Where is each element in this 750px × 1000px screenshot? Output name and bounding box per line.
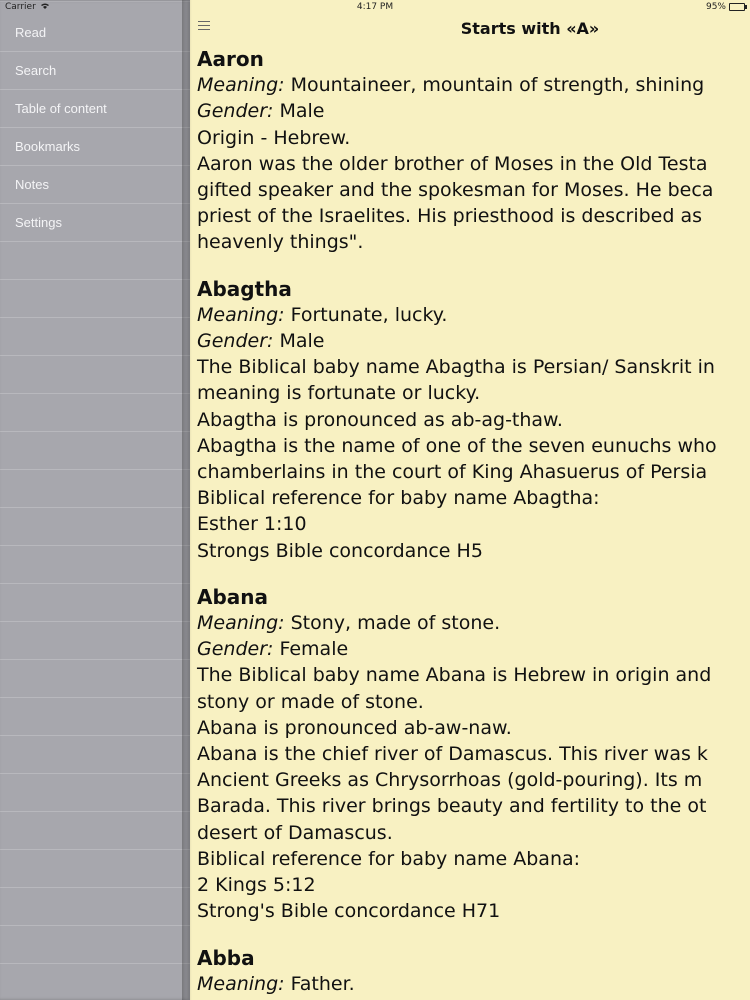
- name-entry: [197, 945, 750, 997]
- entry-line: priest of the Israelites. His priesthood is described as: [197, 205, 703, 228]
- sidebar-item-notes[interactable]: Notes: [15, 177, 49, 192]
- name-entry: [197, 276, 750, 564]
- entry-line: stony or made of stone.: [197, 690, 424, 713]
- meaning-value: Mountaineer, mountain of strength, shining: [290, 74, 705, 97]
- sidebar-shadow: [182, 0, 192, 1000]
- sidebar: [0, 0, 190, 1000]
- entry-meaning: [197, 971, 750, 997]
- gender-label: Gender:: [197, 638, 274, 661]
- content-pane: [190, 0, 750, 1000]
- entries-list: [197, 46, 750, 1000]
- entry-line: Biblical reference for baby name Abana:: [197, 847, 581, 870]
- battery-percent: 95%: [705, 2, 726, 12]
- entry-gender: [197, 636, 750, 662]
- sidebar-item-settings[interactable]: Settings: [15, 215, 62, 230]
- entry-line: The Biblical baby name Abana is Hebrew in origin and: [197, 664, 712, 687]
- status-time: 4:17 PM: [356, 2, 394, 12]
- sidebar-item-bookmarks[interactable]: Bookmarks: [15, 139, 81, 154]
- entry-line: chamberlains in the court of King Ahasuerus of Persia: [197, 461, 708, 484]
- entry-line: heavenly things".: [197, 231, 364, 254]
- entry-line: Ancient Greeks as Chrysorrhoas (gold-pouring). Its m: [197, 769, 703, 792]
- sidebar-item-read[interactable]: Read: [15, 25, 47, 40]
- entry-name: Abba: [197, 945, 255, 970]
- battery-indicator: [706, 2, 745, 12]
- meaning-label: Meaning:: [197, 74, 285, 97]
- entry-line: Esther 1:10: [197, 513, 307, 536]
- sidebar-menu: [0, 14, 182, 242]
- sidebar-item-table-of-content[interactable]: Table of content: [15, 101, 107, 116]
- nav-bar: [190, 14, 750, 44]
- name-entry: [197, 46, 750, 256]
- gender-value: Female: [279, 638, 349, 661]
- entry-name: Abagtha: [197, 276, 292, 301]
- entry-line: Abagtha is the name of one of the seven eunuchs who: [197, 434, 717, 457]
- meaning-label: Meaning:: [197, 303, 285, 326]
- entry-line: Biblical reference for baby name Abagtha:: [197, 487, 600, 510]
- entry-line: desert of Damascus.: [197, 821, 393, 844]
- meaning-value: Father.: [290, 972, 355, 995]
- entry-name: Abana: [197, 584, 269, 609]
- entry-line: gifted speaker and the spokesman for Moses. He beca: [197, 179, 714, 202]
- status-bar: [0, 0, 750, 14]
- meaning-label: Meaning:: [197, 972, 285, 995]
- entry-line: Abana is the chief river of Damascus. This river was k: [197, 743, 708, 766]
- sidebar-item-search[interactable]: Search: [15, 63, 57, 78]
- entry-line: Abagtha is pronounced as ab-ag-thaw.: [197, 408, 563, 431]
- meaning-value: Stony, made of stone.: [290, 612, 501, 635]
- gender-label: Gender:: [197, 330, 274, 353]
- carrier-text: Carrier: [5, 2, 36, 12]
- name-entry: [197, 584, 750, 925]
- entry-gender: [197, 98, 750, 124]
- entry-meaning: [197, 302, 750, 328]
- entry-line: Barada. This river brings beauty and fertility to the ot: [197, 795, 707, 818]
- entry-line: Abana is pronounced ab-aw-naw.: [197, 716, 512, 739]
- entry-gender: [197, 328, 750, 354]
- entry-line: 2 Kings 5:12: [197, 874, 316, 897]
- battery-icon: [729, 3, 745, 11]
- page-title: Starts with «A»: [460, 19, 600, 38]
- entry-meaning: [197, 610, 750, 636]
- gender-value: Male: [279, 100, 325, 123]
- gender-label: Gender:: [197, 100, 274, 123]
- entry-name: Aaron: [197, 47, 264, 71]
- entry-line: meaning is fortunate or lucky.: [197, 382, 481, 405]
- entry-meaning: [197, 72, 750, 98]
- entry-line: The Biblical baby name Abagtha is Persian/ Sanskrit in: [197, 356, 715, 379]
- entry-line: Strong's Bible concordance H71: [197, 900, 501, 923]
- entry-line: Origin - Hebrew.: [197, 126, 351, 149]
- entry-line: Strongs Bible concordance H5: [197, 539, 483, 562]
- meaning-value: Fortunate, lucky.: [290, 303, 448, 326]
- entry-line: Aaron was the older brother of Moses in the Old Testa: [197, 152, 708, 175]
- meaning-label: Meaning:: [197, 612, 285, 635]
- gender-value: Male: [279, 330, 325, 353]
